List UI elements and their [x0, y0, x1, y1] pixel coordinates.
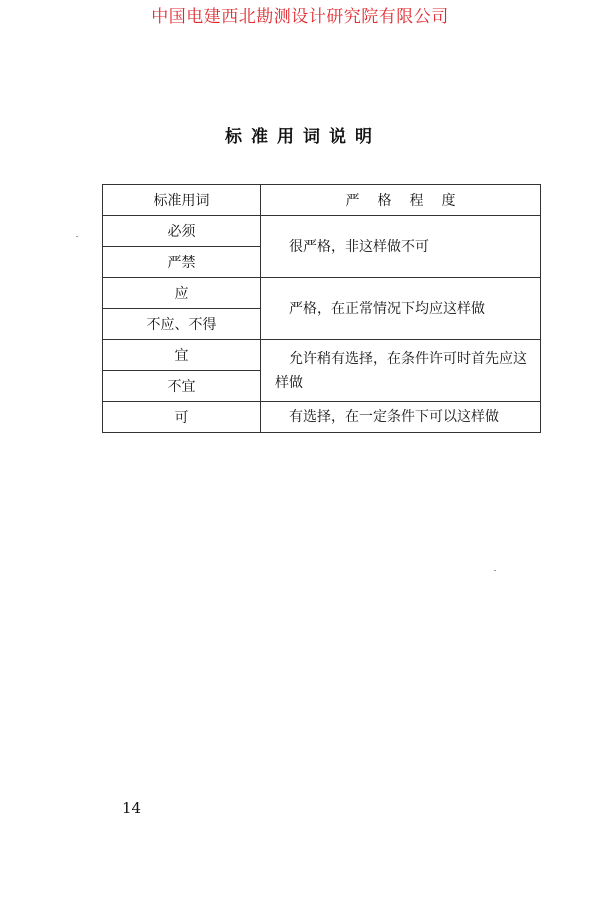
terms-table [102, 184, 541, 433]
header-term: 标准用词 [103, 185, 261, 216]
term-cell: 可 [103, 402, 261, 433]
term-cell: 不宜 [103, 371, 261, 402]
term-cell: 必须 [103, 216, 261, 247]
table-row [103, 402, 541, 433]
degree-cell: 有选择，在一定条件下可以这样做 [261, 402, 541, 433]
scan-speck [76, 236, 78, 237]
table-row [103, 278, 541, 309]
publisher-watermark: 中国电建西北勘测设计研究院有限公司 [151, 7, 449, 27]
term-cell: 应 [103, 278, 261, 309]
table-row [103, 340, 541, 371]
page-number: 14 [122, 799, 142, 817]
page-title: 标准用词说明 [225, 127, 381, 147]
degree-cell: 严格，在正常情况下均应这样做 [261, 278, 541, 340]
degree-cell: 允许稍有选择，在条件许可时首先应这样做 [261, 340, 541, 402]
degree-cell: 很严格，非这样做不可 [261, 216, 541, 278]
term-cell: 宜 [103, 340, 261, 371]
header-degree: 严格程度 [261, 185, 541, 216]
scan-speck [494, 570, 496, 571]
table-row [103, 216, 541, 247]
term-cell: 严禁 [103, 247, 261, 278]
table-header-row [103, 185, 541, 216]
term-cell: 不应、不得 [103, 309, 261, 340]
